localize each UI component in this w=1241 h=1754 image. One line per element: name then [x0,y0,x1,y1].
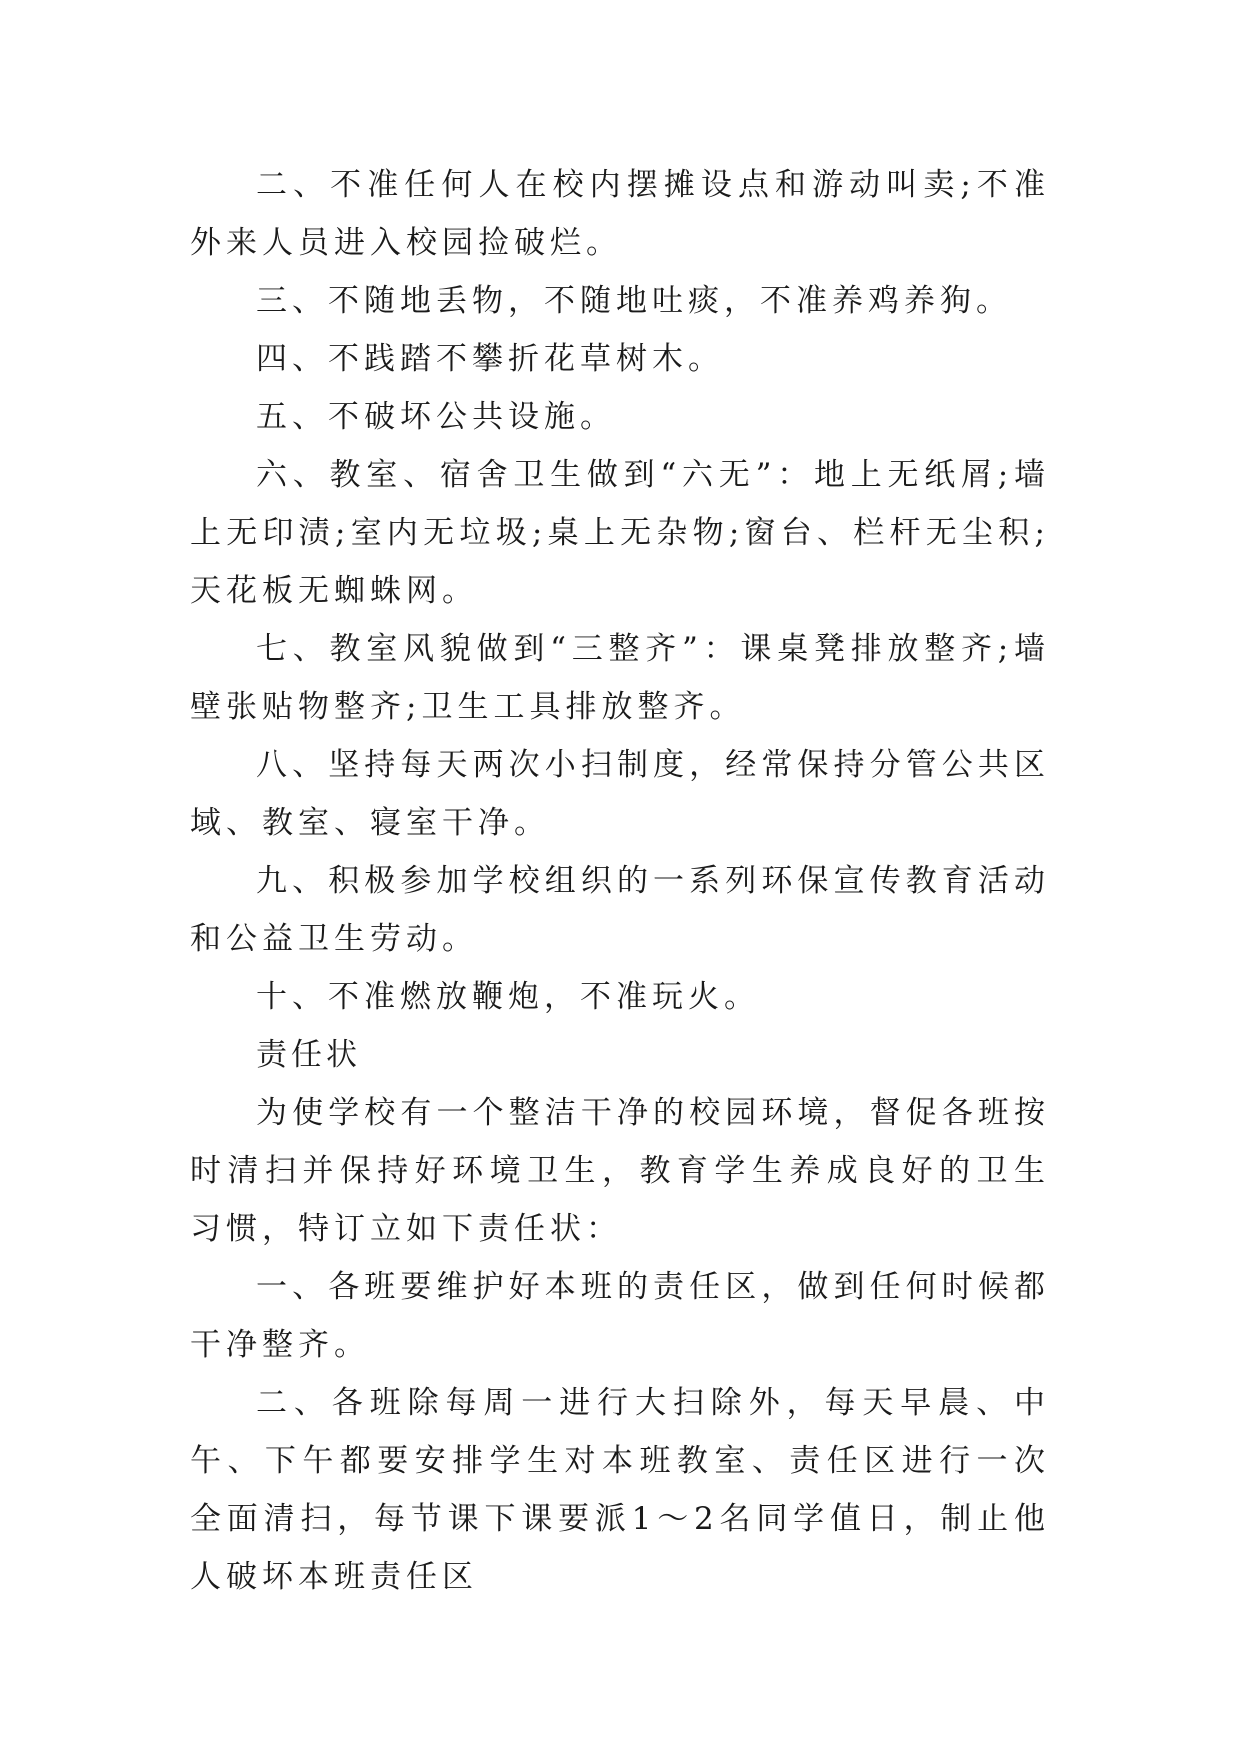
paragraph-duty-2: 二、各班除每周一进行大扫除外，每天早晨、中午、下午都要安排学生对本班教室、责任区进行一次全面清扫，每节课下课要派1～2名同学值日，制止他人破坏本班责任区 [190,1385,1050,1595]
paragraph-rule-4: 四、不践踏不攀折花草树木。 [256,341,724,377]
paragraph-rule-9: 九、积极参加学校组织的一系列环保宣传教育活动和公益卫生劳动。 [190,863,1050,957]
paragraph-rule-2: 二、不准任何人在校内摆摊设点和游动叫卖;不准外来人员进入校园捡破烂。 [190,167,1050,261]
paragraph-rule-6: 六、教室、宿舍卫生做到“六无”：地上无纸屑;墙上无印渍;室内无垃圾;桌上无杂物;窗台、栏杆无尘积;天花板无蜘蛛网。 [190,457,1050,609]
paragraph-duty-1: 一、各班要维护好本班的责任区，做到任何时候都干净整齐。 [190,1269,1050,1363]
paragraph-rule-7: 七、教室风貌做到“三整齐”：课桌凳排放整齐;墙壁张贴物整齐;卫生工具排放整齐。 [190,631,1050,725]
paragraph-rule-3: 三、不随地丢物，不随地吐痰，不准养鸡养狗。 [256,283,1012,319]
paragraph-rule-5: 五、不破坏公共设施。 [256,399,616,435]
paragraph-intro: 为使学校有一个整洁干净的校园环境，督促各班按时清扫并保持好环境卫生，教育学生养成良好的卫生习惯，特订立如下责任状： [190,1095,1050,1247]
document-body [190,156,1050,1606]
section-heading: 责任状 [256,1037,361,1073]
paragraph-rule-10: 十、不准燃放鞭炮，不准玩火。 [256,979,760,1015]
paragraph-rule-8: 八、坚持每天两次小扫制度，经常保持分管公共区域、教室、寝室干净。 [190,747,1050,841]
